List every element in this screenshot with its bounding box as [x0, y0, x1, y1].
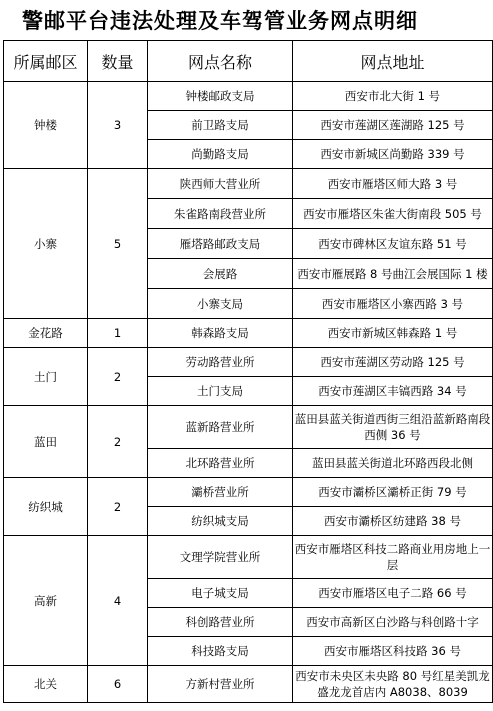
table-row [4, 319, 493, 348]
count-cell: 6 [88, 666, 148, 703]
outlet-address-cell: 西安市高新区白沙路与科创路十字 [293, 608, 493, 637]
outlet-name-cell: 尚勤路支局 [148, 140, 293, 169]
district-cell: 北关 [4, 666, 88, 703]
outlet-address-cell: 西安市莲湖区劳动路 125 号 [293, 348, 493, 377]
district-cell: 蓝田 [4, 406, 88, 478]
table-header [4, 41, 493, 82]
outlet-address-cell: 蓝田县蓝关街道西街三组沿蓝新路南段西侧 36 号 [293, 406, 493, 449]
outlet-address-cell: 西安市北大街 1 号 [293, 82, 493, 111]
outlet-name-cell: 陕西师大营业所 [148, 169, 293, 199]
outlet-address-cell: 西安市莲湖区丰镐西路 34 号 [293, 377, 493, 406]
outlet-name-cell: 前卫路支局 [148, 111, 293, 140]
outlet-address-cell: 西安市未央区未央路 80 号红星美凯龙盛龙龙首店内 A8038、8039 [293, 666, 493, 703]
count-cell: 2 [88, 478, 148, 536]
district-cell: 钟楼 [4, 82, 88, 169]
table-row [4, 536, 493, 579]
district-cell: 纺织城 [4, 478, 88, 536]
outlet-name-cell: 朱雀路南段营业所 [148, 199, 293, 229]
district-cell: 金花路 [4, 319, 88, 348]
outlet-address-cell: 西安市灞桥区灞桥正街 79 号 [293, 478, 493, 507]
outlet-address-cell: 西安市新城区韩森路 1 号 [293, 319, 493, 348]
header-count: 数量 [88, 41, 148, 82]
page-title: 警邮平台违法处理及车驾管业务网点明细 [22, 9, 418, 33]
outlet-name-cell: 方新村营业所 [148, 666, 293, 703]
outlet-address-cell: 西安市雁展路 8 号曲江会展国际 1 楼 [293, 259, 493, 289]
outlet-name-cell: 雁塔路邮政支局 [148, 229, 293, 259]
district-cell: 高新 [4, 536, 88, 666]
outlet-address-cell: 西安市新城区尚勤路 339 号 [293, 140, 493, 169]
outlet-name-cell: 蓝新路营业所 [148, 406, 293, 449]
table-row [4, 406, 493, 449]
outlet-address-cell: 西安市雁塔区科技路 36 号 [293, 637, 493, 666]
outlet-address-cell: 蓝田县蓝关街道北环路西段北侧 [293, 449, 493, 478]
header-address: 网点地址 [293, 41, 493, 82]
outlet-address-cell: 西安市雁塔区师大路 3 号 [293, 169, 493, 199]
count-cell: 2 [88, 348, 148, 406]
outlet-name-cell: 土门支局 [148, 377, 293, 406]
table-row [4, 169, 493, 199]
outlet-name-cell: 灞桥营业所 [148, 478, 293, 507]
table-row [4, 478, 493, 507]
count-cell: 3 [88, 82, 148, 169]
outlet-name-cell: 劳动路营业所 [148, 348, 293, 377]
outlet-address-cell: 西安市雁塔区朱雀大街南段 505 号 [293, 199, 493, 229]
outlet-address-cell: 西安市灞桥区纺建路 38 号 [293, 507, 493, 536]
outlet-name-cell: 文理学院营业所 [148, 536, 293, 579]
outlet-name-cell: 电子城支局 [148, 579, 293, 608]
outlet-name-cell: 韩森路支局 [148, 319, 293, 348]
outlet-address-cell: 西安市雁塔区科技二路商业用房地上一层 [293, 536, 493, 579]
table-row [4, 348, 493, 377]
outlet-address-cell: 西安市碑林区友谊东路 51 号 [293, 229, 493, 259]
header-district: 所属邮区 [4, 41, 88, 82]
count-cell: 2 [88, 406, 148, 478]
district-cell: 土门 [4, 348, 88, 406]
outlet-name-cell: 纺织城支局 [148, 507, 293, 536]
outlet-name-cell: 小寨支局 [148, 289, 293, 319]
outlet-name-cell: 科创路营业所 [148, 608, 293, 637]
table-row [4, 82, 493, 111]
count-cell: 1 [88, 319, 148, 348]
outlet-name-cell: 科技路支局 [148, 637, 293, 666]
count-cell: 4 [88, 536, 148, 666]
outlet-table [3, 40, 493, 703]
count-cell: 5 [88, 169, 148, 319]
outlet-name-cell: 北环路营业所 [148, 449, 293, 478]
outlet-name-cell: 会展路 [148, 259, 293, 289]
table-row [4, 666, 493, 703]
outlet-address-cell: 西安市莲湖区莲湖路 125 号 [293, 111, 493, 140]
table-body [4, 82, 493, 703]
district-cell: 小寨 [4, 169, 88, 319]
outlet-address-cell: 西安市雁塔区小寨西路 3 号 [293, 289, 493, 319]
outlet-address-cell: 西安市雁塔区电子二路 66 号 [293, 579, 493, 608]
outlet-name-cell: 钟楼邮政支局 [148, 82, 293, 111]
header-name: 网点名称 [148, 41, 293, 82]
